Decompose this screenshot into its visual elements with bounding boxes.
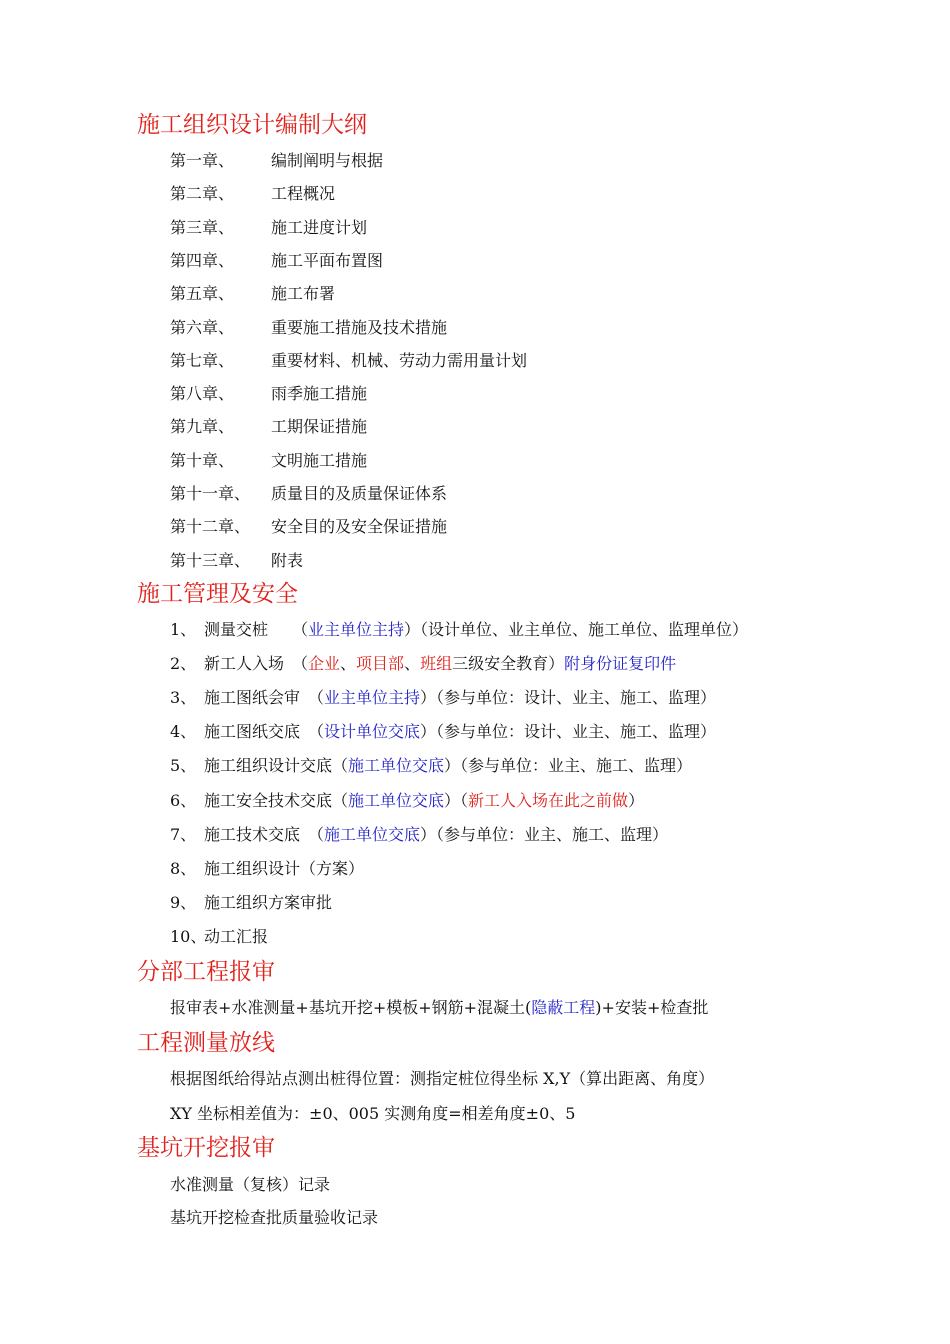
highlight-blue: 设计单位交底 xyxy=(324,722,421,742)
text-part: 施工组织设计交底（ xyxy=(204,756,349,776)
item-number: 3、 xyxy=(170,688,197,708)
highlight-red: 项目部 xyxy=(356,654,405,674)
highlight-red: 班组 xyxy=(420,654,453,674)
text-part: 报审表+水准测量+基坑开挖+模板+钢筋+混凝土( xyxy=(170,998,532,1017)
item-text xyxy=(204,619,748,641)
highlight-blue: 施工单位交底 xyxy=(348,756,445,776)
item-number: 6、 xyxy=(170,790,197,810)
text-part: ） xyxy=(628,790,645,810)
excavation-line: 基坑开挖检查批质量验收记录 xyxy=(170,1208,379,1227)
item-text xyxy=(204,790,644,812)
item-text xyxy=(204,687,716,709)
text-part: ）（ xyxy=(444,790,469,810)
chapter-title: 工程概况 xyxy=(271,184,336,204)
highlight-blue: 附身份证复印件 xyxy=(564,654,677,674)
item-text xyxy=(204,653,676,675)
highlight-blue: 施工单位交底 xyxy=(324,824,421,844)
subproject-line xyxy=(170,997,708,1019)
chapter-title: 雨季施工措施 xyxy=(271,384,368,404)
chapter-number: 第三章、 xyxy=(170,217,235,237)
chapter-number: 第四章、 xyxy=(170,250,235,270)
item-number: 7、 xyxy=(170,824,197,844)
highlight-blue: 施工单位交底 xyxy=(348,790,445,810)
chapter-number: 第十二章、 xyxy=(170,517,251,537)
chapter-title: 重要材料、机械、劳动力需用量计划 xyxy=(271,350,528,370)
text-part: 三级安全教育） xyxy=(452,654,565,674)
text-part: ）（参与单位：业主、施工、监理） xyxy=(444,756,693,776)
chapter-title: 安全目的及安全保证措施 xyxy=(271,517,448,537)
chapter-number: 第五章、 xyxy=(170,284,235,304)
item-number: 8、 xyxy=(170,858,197,878)
item-text xyxy=(204,892,332,914)
chapter-number: 第十三章、 xyxy=(170,550,251,570)
excavation-line: 水准测量（复核）记录 xyxy=(170,1175,331,1194)
item-text xyxy=(204,858,364,880)
item-text xyxy=(204,926,268,948)
text-part: 施工安全技术交底（ xyxy=(204,790,349,810)
item-text xyxy=(204,755,692,777)
text-part: ）（参与单位：设计、业主、施工、监理） xyxy=(420,722,717,742)
excavation-heading: 基坑开挖报审 xyxy=(137,1135,275,1161)
item-number: 9、 xyxy=(170,892,197,912)
highlight-blue: 业主单位主持 xyxy=(324,688,421,708)
chapter-number: 第一章、 xyxy=(170,151,235,170)
chapter-number: 第六章、 xyxy=(170,317,235,337)
text-part: 施工图纸会审 （ xyxy=(204,688,325,708)
subproject-heading: 分部工程报审 xyxy=(137,959,275,985)
text-part: 、 xyxy=(340,654,357,674)
highlight-red: 企业 xyxy=(308,654,341,674)
text-part: 施工图纸交底 （ xyxy=(204,722,325,742)
text-part: 施工组织设计（方案） xyxy=(204,858,365,878)
survey-heading: 工程测量放线 xyxy=(137,1030,275,1056)
chapter-title: 附表 xyxy=(271,550,304,570)
item-number: 5、 xyxy=(170,756,197,776)
chapter-number: 第二章、 xyxy=(170,184,235,204)
text-part: ）（设计单位、业主单位、施工单位、监理单位） xyxy=(404,620,749,639)
text-part: )+安装+检查批 xyxy=(595,998,709,1017)
chapter-title: 质量目的及质量保证体系 xyxy=(271,484,448,503)
text-part: 新工人入场 （ xyxy=(204,654,309,674)
highlight-blue: 隐蔽工程 xyxy=(531,998,596,1017)
chapter-title: 重要施工措施及技术措施 xyxy=(271,317,448,337)
highlight-red: 新工人入场在此之前做 xyxy=(468,790,629,810)
chapter-number: 第九章、 xyxy=(170,417,235,437)
outline-heading: 施工组织设计编制大纲 xyxy=(137,112,367,138)
text-part: ）（参与单位：设计、业主、施工、监理） xyxy=(420,688,717,708)
item-number: 2、 xyxy=(170,654,197,674)
chapter-title: 施工平面布置图 xyxy=(271,250,384,270)
management-heading: 施工管理及安全 xyxy=(137,581,298,607)
highlight-blue: 业主单位主持 xyxy=(308,620,405,639)
item-number: 10、 xyxy=(170,926,207,946)
item-text xyxy=(204,721,716,743)
chapter-number: 第十章、 xyxy=(170,450,235,470)
text-part: 施工技术交底 （ xyxy=(204,824,325,844)
survey-line: XY 坐标相差值为：±0、005 实测角度=相差角度±0、5 xyxy=(170,1104,576,1123)
item-number: 1、 xyxy=(170,620,197,639)
item-number: 4、 xyxy=(170,722,197,742)
text-part: ）（参与单位：业主、施工、监理） xyxy=(420,824,669,844)
chapter-number: 第十一章、 xyxy=(170,484,251,503)
text-part: 测量交桩 （ xyxy=(204,620,309,639)
chapter-title: 编制阐明与根据 xyxy=(271,151,384,170)
chapter-title: 施工布署 xyxy=(271,284,336,304)
chapter-title: 工期保证措施 xyxy=(271,417,368,437)
chapter-number: 第八章、 xyxy=(170,384,235,404)
survey-line: 根据图纸给得站点测出桩得位置：测指定桩位得坐标 X,Y（算出距离、角度） xyxy=(170,1069,715,1088)
text-part: 动工汇报 xyxy=(204,926,269,946)
text-part: 、 xyxy=(404,654,421,674)
chapter-title: 文明施工措施 xyxy=(271,450,368,470)
chapter-title: 施工进度计划 xyxy=(271,217,368,237)
chapter-number: 第七章、 xyxy=(170,350,235,370)
item-text xyxy=(204,824,668,846)
text-part: 施工组织方案审批 xyxy=(204,892,333,912)
